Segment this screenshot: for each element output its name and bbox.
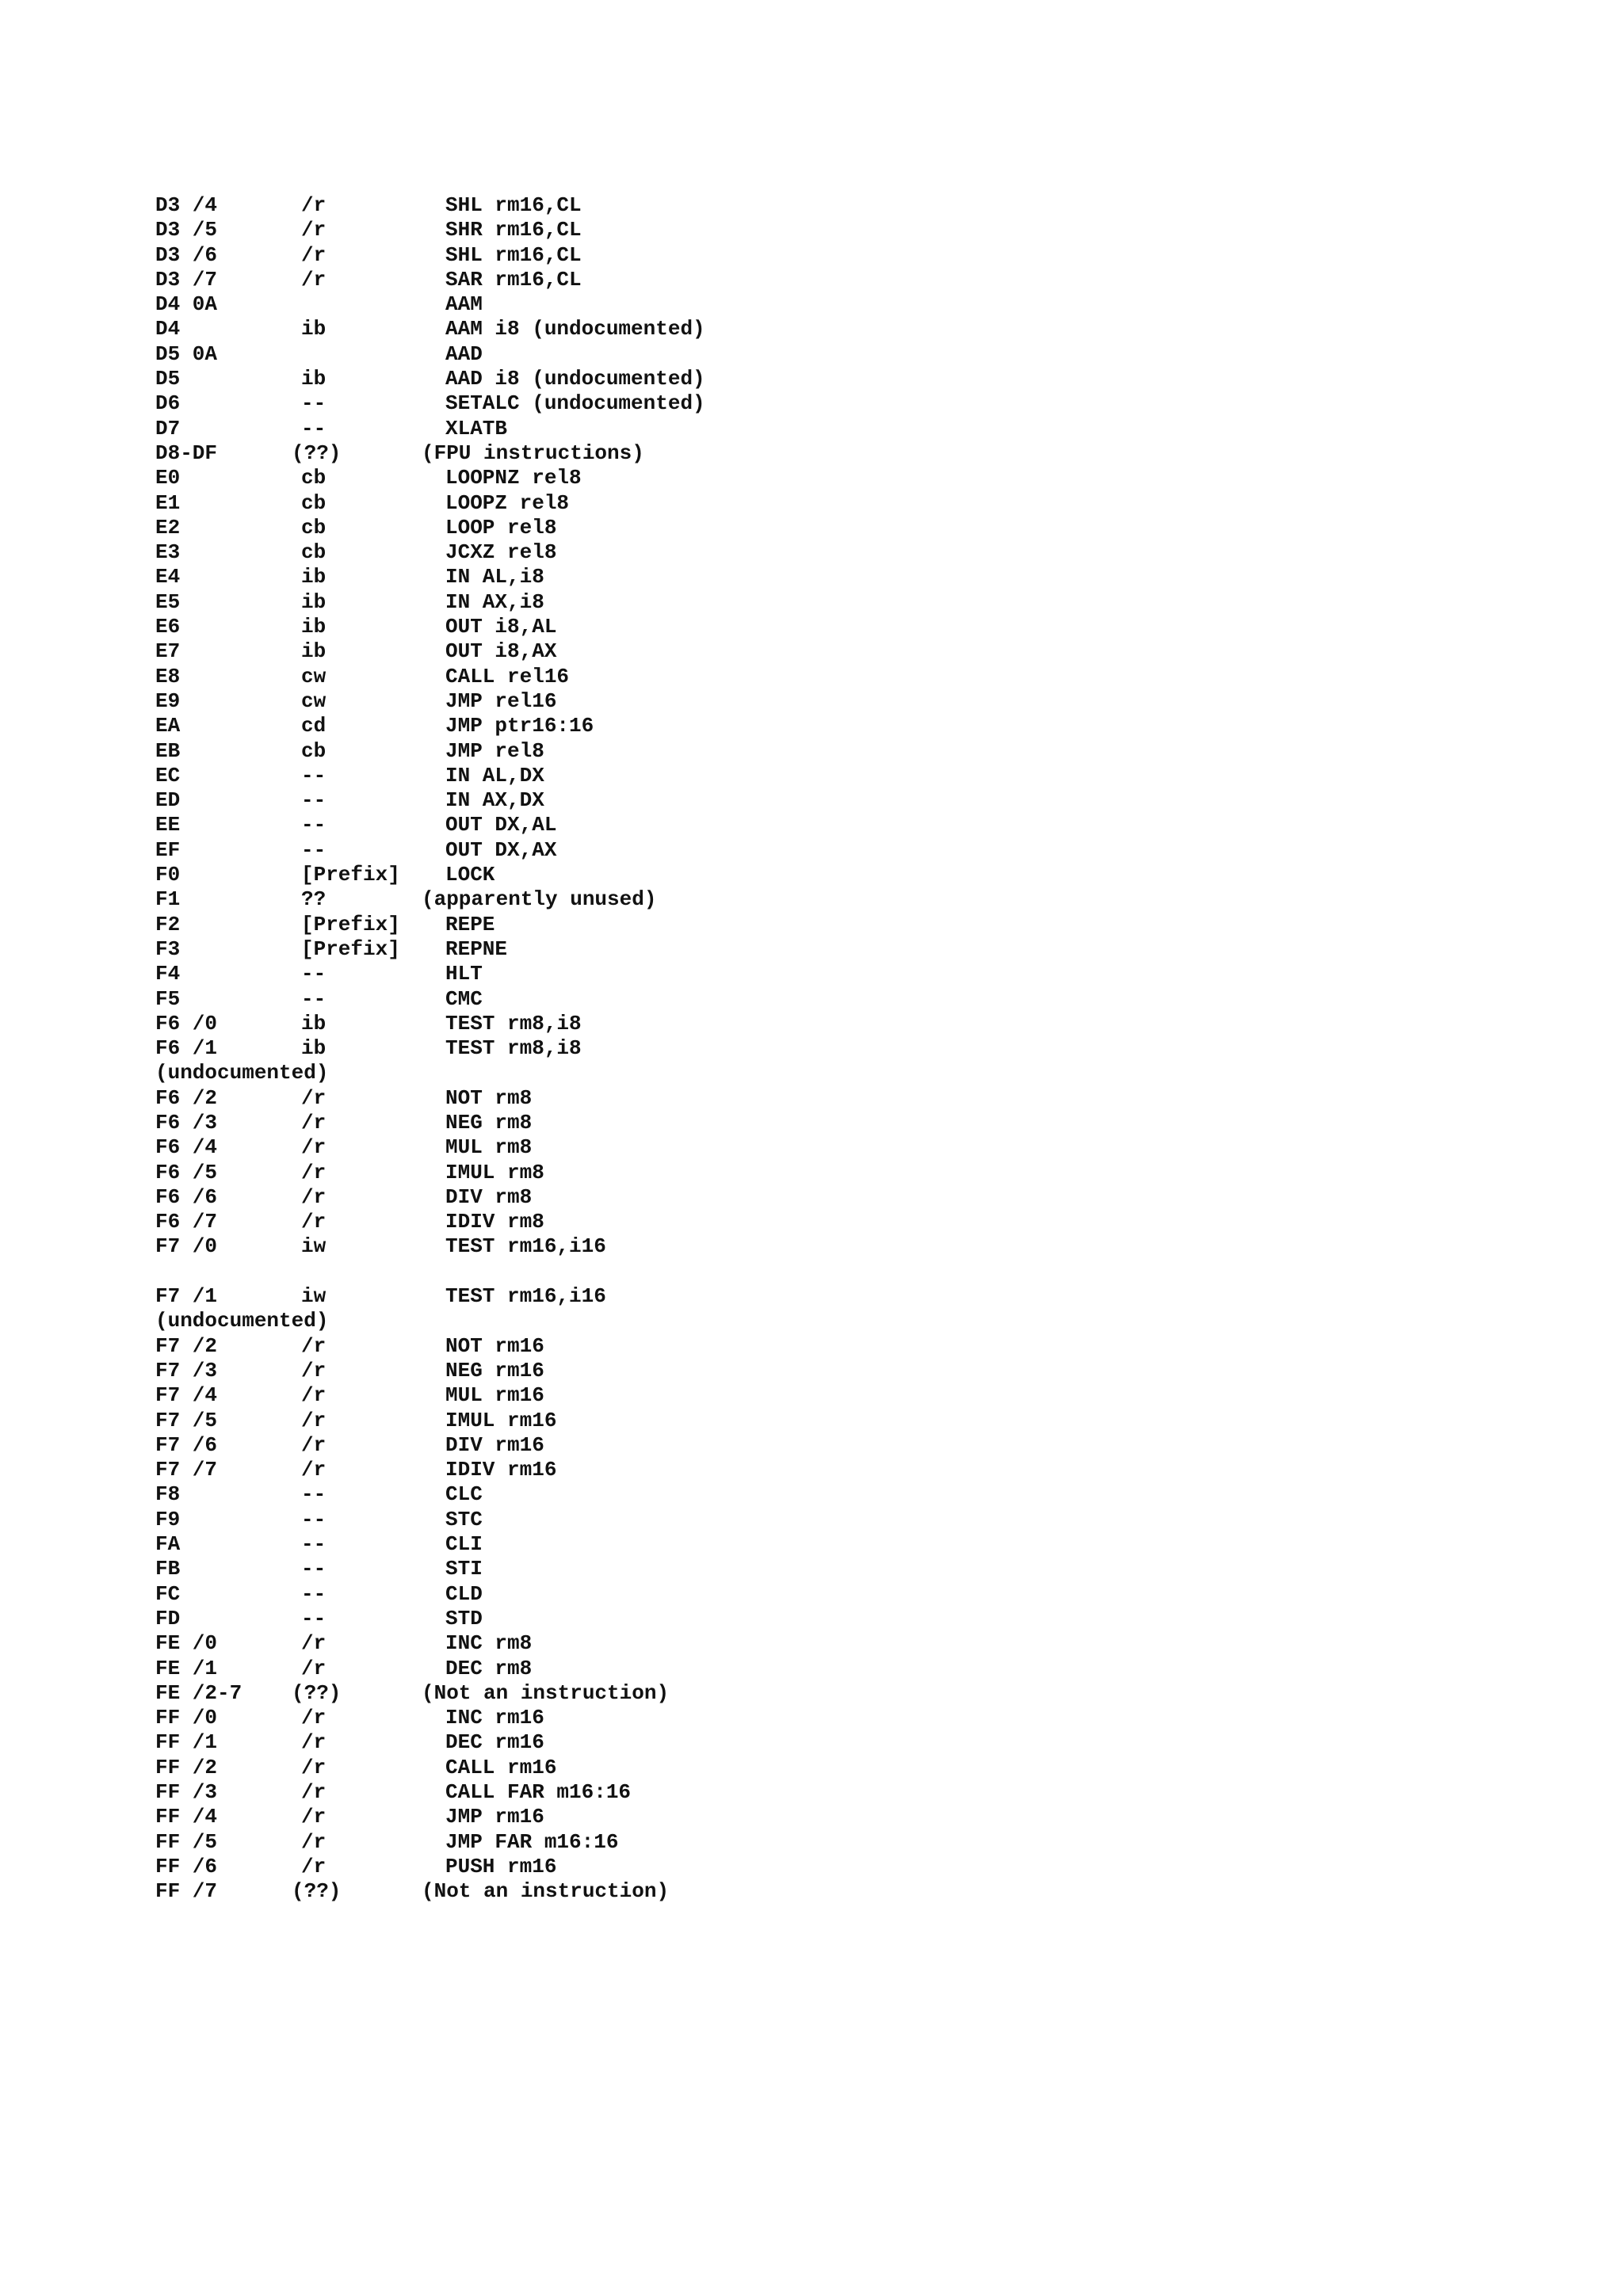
operand-encoding: cb [301, 466, 327, 490]
instruction: (FPU instructions) [422, 441, 644, 465]
opcode-row [155, 1730, 1503, 1755]
opcode-row [155, 887, 1503, 912]
opcode-row [155, 1631, 1503, 1656]
instruction: LOOPNZ rel8 [445, 466, 582, 490]
opcode: D5 0A [155, 341, 218, 366]
opcode: F5 [155, 986, 181, 1011]
opcode-row [155, 689, 1503, 714]
operand-encoding: /r [301, 1755, 327, 1779]
opcode-row [155, 1036, 1503, 1061]
operand-encoding: /r [301, 1829, 327, 1854]
instruction: IMUL rm8 [445, 1160, 544, 1184]
opcode: FF /4 [155, 1805, 218, 1829]
opcode-row [155, 1383, 1503, 1408]
instruction: IN AL,i8 [445, 565, 544, 589]
opcode-row [155, 1582, 1503, 1607]
instruction: HLT [445, 962, 483, 986]
operand-encoding: /r [301, 193, 327, 217]
operand-encoding: cw [301, 688, 327, 713]
operand-encoding: /r [301, 1656, 327, 1680]
opcode: D3 /4 [155, 193, 218, 217]
opcode-row [155, 1706, 1503, 1730]
operand-encoding: ib [301, 1011, 327, 1035]
instruction: OUT i8,AX [445, 639, 557, 664]
opcode: F6 /6 [155, 1184, 218, 1209]
opcode: F6 /4 [155, 1135, 218, 1160]
operand-encoding: -- [301, 1507, 327, 1531]
instruction: (apparently unused) [422, 887, 657, 912]
opcode: FF /7 [155, 1879, 218, 1904]
instruction: STD [445, 1606, 483, 1630]
opcode: EE [155, 813, 181, 837]
opcode: E9 [155, 688, 181, 713]
instruction: OUT DX,AL [445, 813, 557, 837]
instruction: NOT rm16 [445, 1333, 544, 1358]
operand-encoding: /r [301, 1805, 327, 1829]
instruction: (Not an instruction) [422, 1879, 670, 1904]
opcode-row [155, 813, 1503, 837]
opcode-row [155, 1210, 1503, 1234]
opcode-row [155, 268, 1503, 292]
instruction: IMUL rm16 [445, 1408, 557, 1432]
opcode: D4 [155, 317, 181, 341]
operand-encoding: [Prefix] [301, 936, 400, 961]
operand-encoding: /r [301, 1184, 327, 1209]
operand-encoding: -- [301, 1532, 327, 1557]
operand-encoding: -- [301, 962, 327, 986]
instruction: JMP rm16 [445, 1805, 544, 1829]
opcode-row [155, 1557, 1503, 1581]
operand-encoding: -- [301, 1606, 327, 1630]
operand-encoding: (??) [292, 1879, 342, 1904]
opcode: FF /5 [155, 1829, 218, 1854]
opcode-row [155, 1012, 1503, 1036]
instruction: DIV rm16 [445, 1432, 544, 1457]
opcode-row [155, 937, 1503, 962]
opcode: F0 [155, 863, 181, 887]
instruction: LOCK [445, 863, 495, 887]
instruction: IN AX,i8 [445, 589, 544, 614]
opcode-row [155, 665, 1503, 689]
opcode-row [155, 1681, 1503, 1706]
opcode-row [155, 1780, 1503, 1805]
opcode: F1 [155, 887, 181, 912]
opcode-row [155, 1433, 1503, 1458]
operand-encoding: -- [301, 813, 327, 837]
opcode: D3 /6 [155, 242, 218, 267]
opcode-row [155, 714, 1503, 738]
operand-encoding: ib [301, 615, 327, 639]
operand-encoding: /r [301, 1085, 327, 1110]
continuation-line [155, 1309, 1503, 1333]
opcode-row [155, 1234, 1503, 1259]
operand-encoding: -- [301, 986, 327, 1011]
operand-encoding: /r [301, 1383, 327, 1408]
opcode: E6 [155, 615, 181, 639]
opcode: FB [155, 1557, 181, 1581]
opcode-row [155, 1458, 1503, 1482]
instruction: SHL rm16,CL [445, 242, 582, 267]
opcode: FE /1 [155, 1656, 218, 1680]
operand-encoding: /r [301, 1333, 327, 1358]
instruction: CLI [445, 1532, 483, 1557]
opcode-row [155, 962, 1503, 986]
opcode-row [155, 292, 1503, 317]
instruction: DEC rm16 [445, 1730, 544, 1755]
opcode-row [155, 615, 1503, 639]
opcode: F6 /2 [155, 1085, 218, 1110]
opcode-row [155, 193, 1503, 218]
opcode-row [155, 590, 1503, 615]
instruction: IN AX,DX [445, 788, 544, 813]
opcode: FE /2-7 [155, 1680, 242, 1705]
opcode-row [155, 1111, 1503, 1135]
opcode: E3 [155, 540, 181, 565]
instruction: NOT rm8 [445, 1085, 533, 1110]
operand-encoding: /r [301, 1458, 327, 1482]
opcode: F6 /1 [155, 1036, 218, 1061]
opcode-row [155, 317, 1503, 341]
opcode-row [155, 838, 1503, 863]
opcode: F4 [155, 962, 181, 986]
operand-encoding: ib [301, 1036, 327, 1061]
opcode-row [155, 1135, 1503, 1160]
instruction: CMC [445, 986, 483, 1011]
opcode: EA [155, 714, 181, 738]
opcode: D4 0A [155, 292, 218, 317]
operand-encoding: /r [301, 1854, 327, 1878]
operand-encoding: -- [301, 788, 327, 813]
operand-encoding: iw [301, 1284, 327, 1309]
operand-encoding: -- [301, 1557, 327, 1581]
operand-encoding: /r [301, 1631, 327, 1656]
instruction: CALL rm16 [445, 1755, 557, 1779]
opcode-listing [155, 193, 1503, 1904]
opcode: FD [155, 1606, 181, 1630]
opcode-row [155, 218, 1503, 242]
instruction: AAD [445, 341, 483, 366]
continuation-text: (undocumented) [155, 1061, 329, 1085]
opcode: F7 /1 [155, 1284, 218, 1309]
opcode: FF /2 [155, 1755, 218, 1779]
opcode-row [155, 441, 1503, 466]
opcode: EC [155, 763, 181, 788]
operand-encoding: cb [301, 490, 327, 515]
instruction: INC rm8 [445, 1631, 533, 1656]
operand-encoding: cd [301, 714, 327, 738]
operand-encoding: cw [301, 664, 327, 688]
instruction: CLD [445, 1581, 483, 1606]
opcode-row [155, 565, 1503, 589]
continuation-text: (undocumented) [155, 1309, 329, 1333]
instruction: CALL rel16 [445, 664, 570, 688]
opcode-row [155, 243, 1503, 268]
operand-encoding: ?? [301, 887, 327, 912]
operand-encoding: cb [301, 515, 327, 540]
operand-encoding: /r [301, 1408, 327, 1432]
opcode-row [155, 1482, 1503, 1507]
operand-encoding: /r [301, 1780, 327, 1804]
instruction: INC rm16 [445, 1706, 544, 1730]
opcode: F7 /3 [155, 1358, 218, 1383]
instruction: JMP ptr16:16 [445, 714, 594, 738]
instruction: TEST rm16,i16 [445, 1234, 606, 1259]
operand-encoding: ib [301, 367, 327, 391]
opcode-row [155, 788, 1503, 813]
operand-encoding: [Prefix] [301, 863, 400, 887]
opcode-row [155, 1532, 1503, 1557]
opcode: F7 /6 [155, 1432, 218, 1457]
opcode: F3 [155, 936, 181, 961]
instruction: OUT i8,AL [445, 615, 557, 639]
instruction: STI [445, 1557, 483, 1581]
operand-encoding: ib [301, 565, 327, 589]
instruction: TEST rm16,i16 [445, 1284, 606, 1309]
opcode: EF [155, 837, 181, 862]
opcode-row [155, 1830, 1503, 1855]
opcode-row [155, 1409, 1503, 1433]
opcode-row [155, 391, 1503, 416]
opcode-row [155, 863, 1503, 887]
instruction: SETALC (undocumented) [445, 391, 705, 416]
instruction: TEST rm8,i8 [445, 1036, 582, 1061]
opcode: E7 [155, 639, 181, 664]
opcode-row [155, 1756, 1503, 1780]
opcode-row [155, 540, 1503, 565]
opcode: FF /1 [155, 1730, 218, 1755]
opcode: D6 [155, 391, 181, 416]
operand-encoding: /r [301, 1135, 327, 1160]
opcode: F9 [155, 1507, 181, 1531]
opcode: F7 /2 [155, 1333, 218, 1358]
instruction: JCXZ rel8 [445, 540, 557, 565]
opcode-row [155, 913, 1503, 937]
operand-encoding: cb [301, 540, 327, 565]
opcode-row [155, 1657, 1503, 1681]
opcode: E4 [155, 565, 181, 589]
opcode: ED [155, 788, 181, 813]
opcode: EB [155, 738, 181, 763]
opcode: E1 [155, 490, 181, 515]
operand-encoding: /r [301, 218, 327, 242]
opcode-row [155, 1334, 1503, 1359]
opcode: E2 [155, 515, 181, 540]
operand-encoding: -- [301, 837, 327, 862]
operand-encoding: /r [301, 1730, 327, 1755]
instruction: NEG rm16 [445, 1358, 544, 1383]
instruction: REPNE [445, 936, 508, 961]
opcode-row [155, 1284, 1503, 1309]
opcode: F6 /5 [155, 1160, 218, 1184]
instruction: AAD i8 (undocumented) [445, 367, 705, 391]
operand-encoding: [Prefix] [301, 912, 400, 936]
opcode: FE /0 [155, 1631, 218, 1656]
opcode: D3 /5 [155, 218, 218, 242]
instruction: AAM i8 (undocumented) [445, 317, 705, 341]
opcode: E0 [155, 466, 181, 490]
opcode: F6 /7 [155, 1210, 218, 1234]
instruction: (Not an instruction) [422, 1680, 670, 1705]
operand-encoding: /r [301, 1358, 327, 1383]
operand-encoding: /r [301, 1432, 327, 1457]
instruction: REPE [445, 912, 495, 936]
opcode-row [155, 639, 1503, 664]
opcode: F7 /0 [155, 1234, 218, 1259]
opcode: F2 [155, 912, 181, 936]
instruction: JMP rel8 [445, 738, 544, 763]
operand-encoding: /r [301, 1210, 327, 1234]
operand-encoding: ib [301, 317, 327, 341]
operand-encoding: /r [301, 1160, 327, 1184]
instruction: JMP FAR m16:16 [445, 1829, 619, 1854]
opcode-row [155, 466, 1503, 490]
instruction: OUT DX,AX [445, 837, 557, 862]
instruction: DEC rm8 [445, 1656, 533, 1680]
operand-encoding: /r [301, 1110, 327, 1135]
opcode-row [155, 1879, 1503, 1904]
instruction: DIV rm8 [445, 1184, 533, 1209]
instruction: IDIV rm8 [445, 1210, 544, 1234]
opcode: F7 /4 [155, 1383, 218, 1408]
opcode: F7 /7 [155, 1458, 218, 1482]
instruction: JMP rel16 [445, 688, 557, 713]
operand-encoding: -- [301, 391, 327, 416]
opcode-row [155, 1161, 1503, 1185]
operand-encoding: iw [301, 1234, 327, 1259]
instruction: LOOPZ rel8 [445, 490, 570, 515]
continuation-line [155, 1061, 1503, 1085]
opcode-row [155, 516, 1503, 540]
instruction: STC [445, 1507, 483, 1531]
opcode-row [155, 987, 1503, 1012]
opcode: F6 /3 [155, 1110, 218, 1135]
operand-encoding: (??) [292, 441, 342, 465]
operand-encoding: ib [301, 589, 327, 614]
opcode-row [155, 1855, 1503, 1879]
opcode: FF /0 [155, 1706, 218, 1730]
instruction: SHR rm16,CL [445, 218, 582, 242]
opcode: D8-DF [155, 441, 218, 465]
instruction: CLC [445, 1482, 483, 1507]
opcode-row [155, 491, 1503, 516]
blank-line [155, 1260, 1503, 1284]
opcode: F7 /5 [155, 1408, 218, 1432]
instruction: SHL rm16,CL [445, 193, 582, 217]
opcode-row [155, 417, 1503, 441]
opcode: E5 [155, 589, 181, 614]
instruction: NEG rm8 [445, 1110, 533, 1135]
opcode-row [155, 1508, 1503, 1532]
instruction: TEST rm8,i8 [445, 1011, 582, 1035]
opcode: D3 /7 [155, 267, 218, 292]
opcode: F8 [155, 1482, 181, 1507]
opcode-row [155, 739, 1503, 764]
operand-encoding: cb [301, 738, 327, 763]
operand-encoding: -- [301, 1482, 327, 1507]
opcode: FC [155, 1581, 181, 1606]
opcode-row [155, 342, 1503, 367]
operand-encoding: /r [301, 242, 327, 267]
instruction: MUL rm16 [445, 1383, 544, 1408]
opcode-row [155, 1359, 1503, 1383]
opcode-row [155, 1607, 1503, 1631]
instruction: IN AL,DX [445, 763, 544, 788]
instruction: SAR rm16,CL [445, 267, 582, 292]
operand-encoding: (??) [292, 1680, 342, 1705]
opcode-row [155, 367, 1503, 391]
opcode: F6 /0 [155, 1011, 218, 1035]
opcode-row [155, 1185, 1503, 1210]
instruction: AAM [445, 292, 483, 317]
opcode: E8 [155, 664, 181, 688]
operand-encoding: /r [301, 1706, 327, 1730]
opcode: FF /6 [155, 1854, 218, 1878]
instruction: LOOP rel8 [445, 515, 557, 540]
operand-encoding: ib [301, 639, 327, 664]
instruction: IDIV rm16 [445, 1458, 557, 1482]
opcode-row [155, 764, 1503, 788]
operand-encoding: -- [301, 1581, 327, 1606]
instruction: CALL FAR m16:16 [445, 1780, 632, 1804]
opcode: FF /3 [155, 1780, 218, 1804]
opcode: D7 [155, 416, 181, 441]
opcode: FA [155, 1532, 181, 1557]
opcode-row [155, 1805, 1503, 1829]
instruction: XLATB [445, 416, 508, 441]
operand-encoding: -- [301, 763, 327, 788]
opcode: D5 [155, 367, 181, 391]
operand-encoding: -- [301, 416, 327, 441]
operand-encoding: /r [301, 267, 327, 292]
instruction: MUL rm8 [445, 1135, 533, 1160]
opcode-row [155, 1086, 1503, 1111]
instruction: PUSH rm16 [445, 1854, 557, 1878]
